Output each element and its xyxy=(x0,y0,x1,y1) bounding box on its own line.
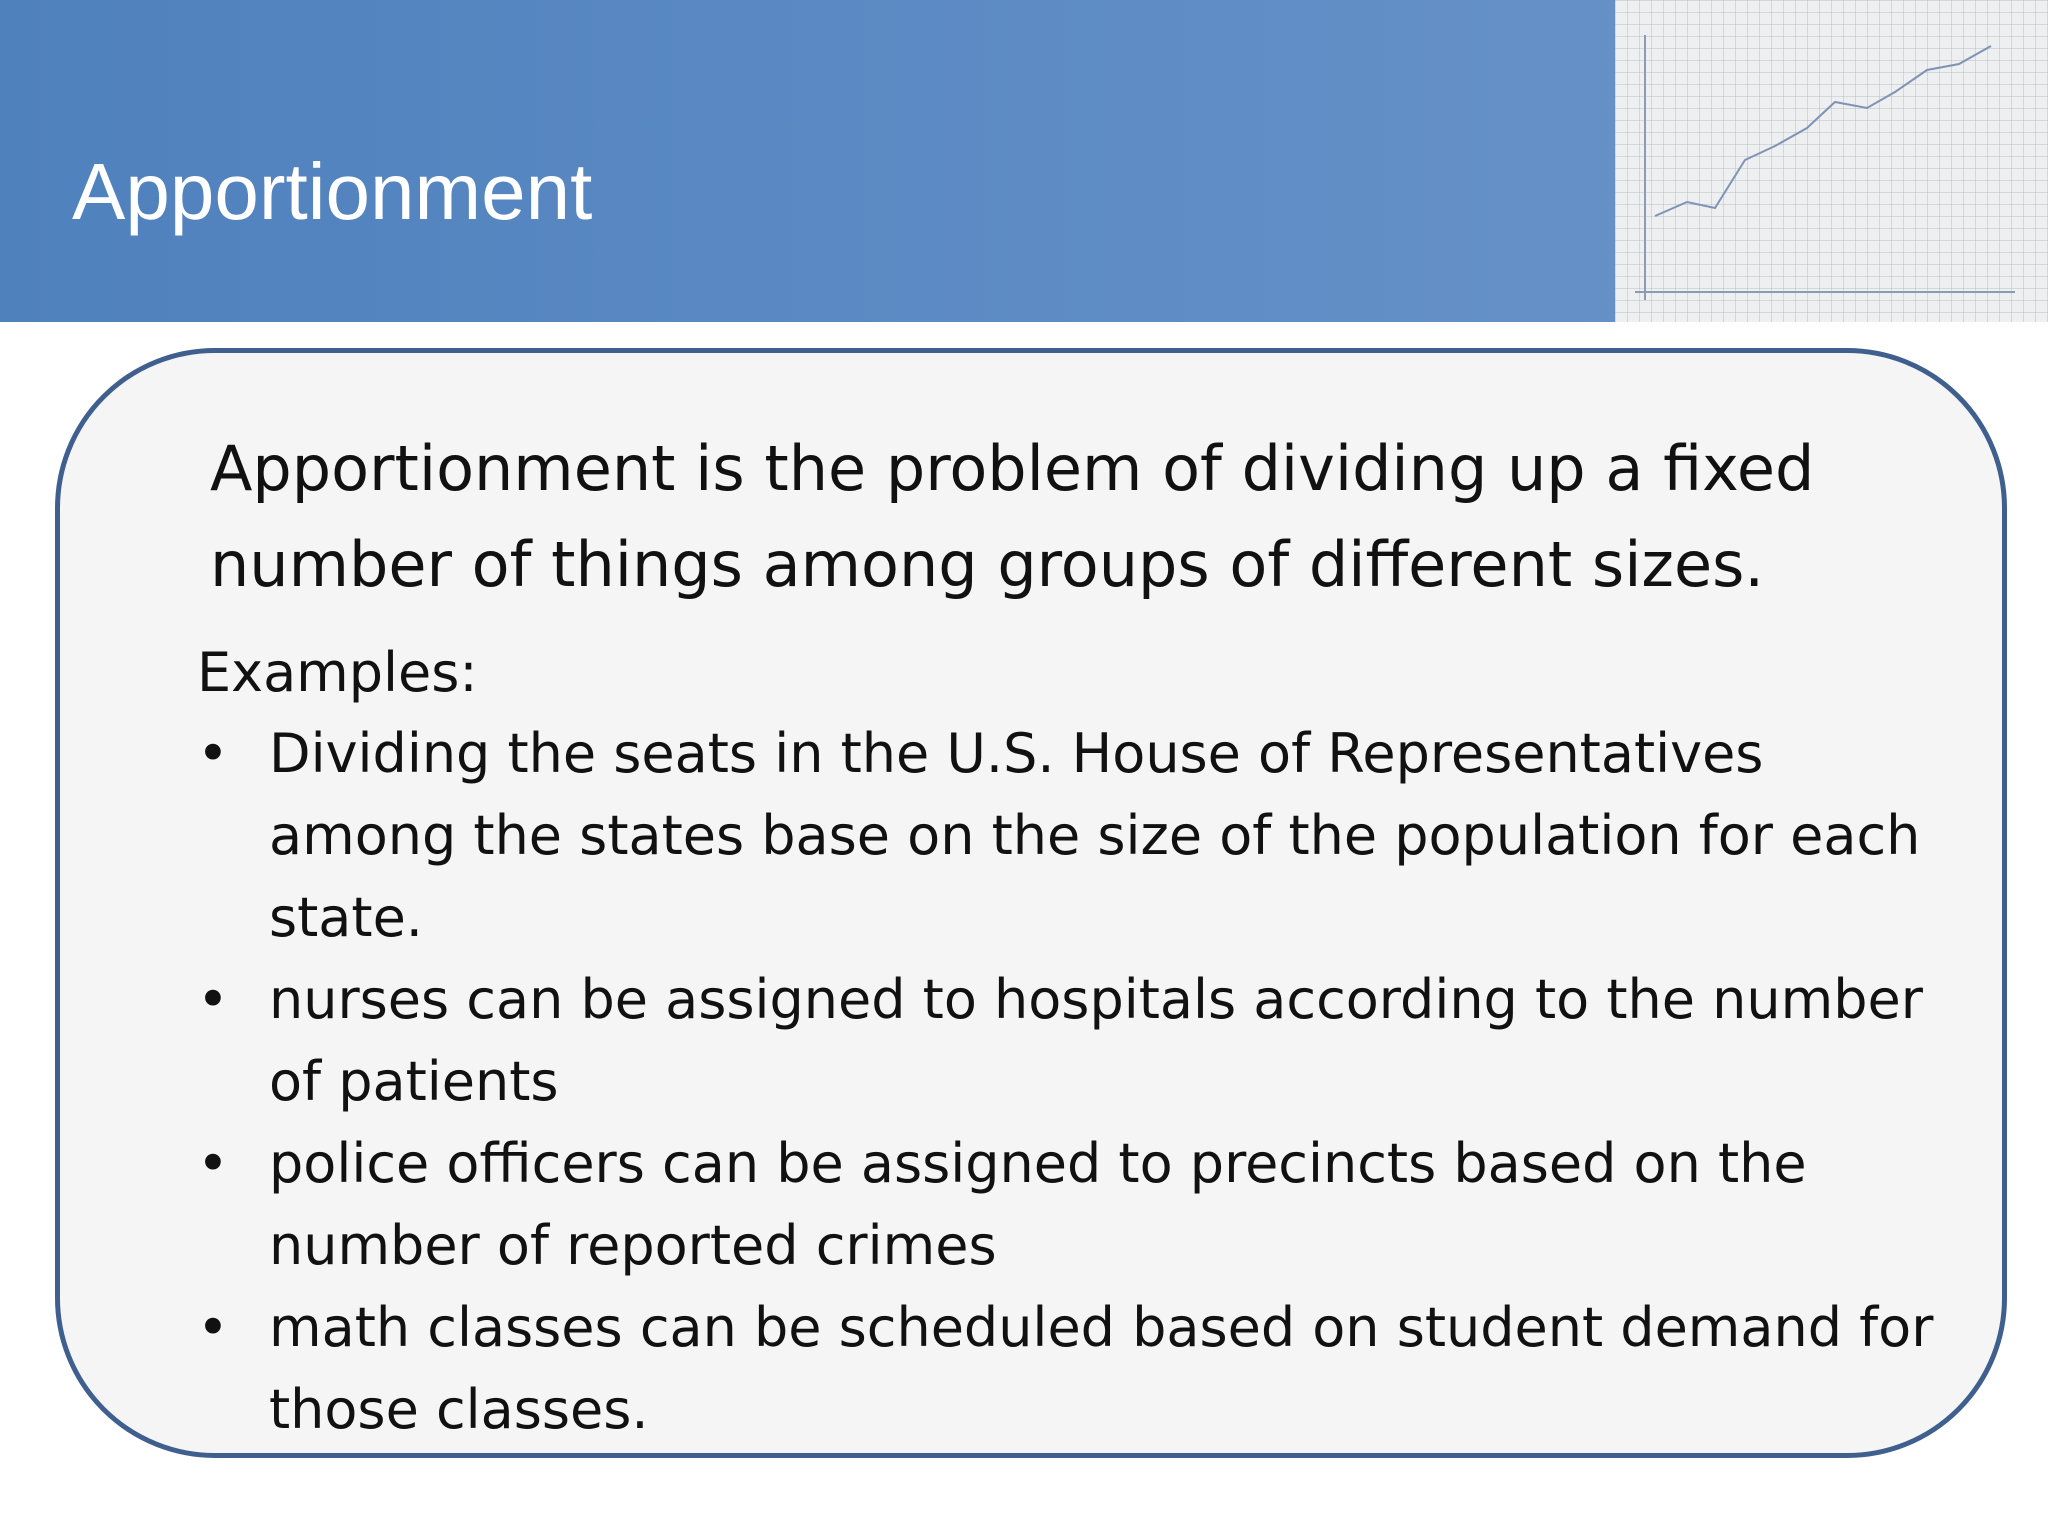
header-banner xyxy=(0,0,2048,322)
bullet-text: police officers can be assigned to precincts based on the number of reported crimes xyxy=(269,1132,1807,1277)
bullet-text: math classes can be scheduled based on student demand for those classes. xyxy=(269,1296,1934,1441)
bullet-icon: • xyxy=(197,968,229,1031)
bullet-text: nurses can be assigned to hospitals according to the number of patients xyxy=(269,968,1923,1113)
bullet-icon: • xyxy=(197,722,229,785)
bullet-icon: • xyxy=(197,1296,229,1359)
list-item xyxy=(197,713,1957,959)
list-item xyxy=(197,1287,1957,1451)
slide-title: Apportionment xyxy=(72,147,593,236)
list-item xyxy=(197,959,1957,1123)
definition-text: Apportionment is the problem of dividing up a fixed number of things among groups of different sizes. xyxy=(210,432,1815,601)
examples-label: Examples: xyxy=(197,641,478,704)
graph-paper-image xyxy=(1615,0,2048,322)
line-graph-decoration xyxy=(1615,0,2048,322)
bullet-text: Dividing the seats in the U.S. House of Representatives among the states base on the size of the population for each state. xyxy=(269,722,1921,949)
examples-list xyxy=(197,713,1957,1451)
content-card xyxy=(55,348,2007,1458)
bullet-icon: • xyxy=(197,1132,229,1195)
list-item xyxy=(197,1123,1957,1287)
